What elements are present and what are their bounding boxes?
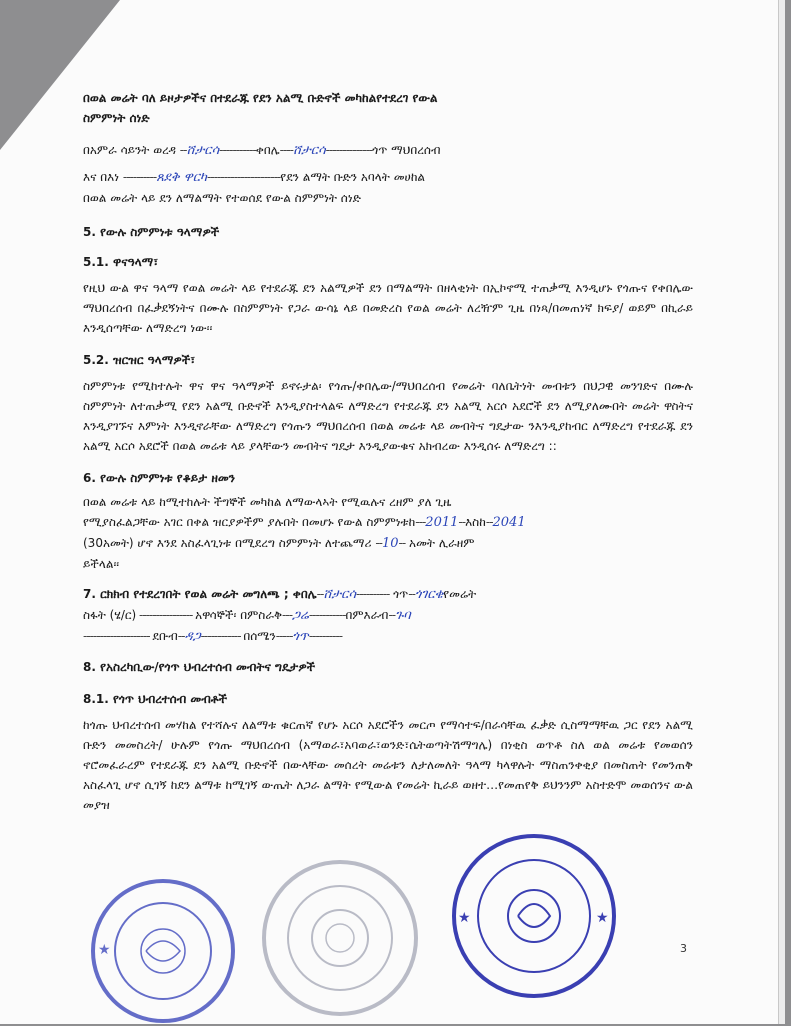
handwritten-woreda: ሸታርሳ bbox=[186, 143, 220, 158]
section6-line4: ይችላል፡፡ bbox=[83, 557, 120, 571]
handwritten-end-year: 2041 bbox=[492, 515, 526, 530]
section6-line2: የሚያስፈልጋቸው አገር በቀል ዝርያዎችም ያሉበት በመሆኑ የውል ስምምነቱከ---2011--እስከ--2041 bbox=[83, 515, 526, 530]
section6-line1: በወል መሬቱ ላይ ከሚተከሉት ችግኞች መካከል ለማውላኣት የሚዉሉና ረዘም ያለ ጊዜ bbox=[83, 495, 452, 509]
section6-line3: (30አመት) ሆኖ እንደ አስፈላጊነቱ በሚደረግ ስምምነት ለተጨማሪ --10-- አመት ሊራዘም bbox=[83, 536, 475, 551]
parties-group-label: እና በእነ bbox=[83, 170, 120, 184]
section7-heading: 7. ርክክብ የተደረገበት የወል መሬት መግለጫ ; ቀበሌ bbox=[83, 587, 317, 601]
handwritten-south-boundary: ዳጋ bbox=[184, 629, 201, 644]
page-edge bbox=[778, 0, 785, 1024]
section7-south-label: ደቡብ bbox=[152, 629, 178, 643]
section5-2-text: ስምምነቱ የሚከተሉት ዋና ዋና ዓላማዎች ይኖሩታል፡ የጎጡ/ቀበሌው/ማህበረሰብ የመሬት ባለቤትነት መብቱን በህጋዊ መንገድና በሙሉ ስምምነት ለተጠቃሚ የደን አልሚ ቡድኖች እንዲያስተላልፍ ለማድረግ የተደራጁ ደን አልሚ አርሶ አደሮች ደን ለሚያለሙበት መሬት ዋስትና እንዲያገኙና እምነት እንዲኖራቸው ለማድረግ የጎጡን ማህበረሰብ በወል መሬቱ ላይ መብትና ግዴታው ንእንዲያከብር ለማድረግ የተደራጁ ደን አልሚ አርሶ አደሮች በወል መሬቱ ላይ ያላቸውን መብትና ግዴታ እንዲያውቁና አክብረው እንዲሰሩ ለማድረግ :: bbox=[83, 379, 693, 453]
section5-heading: 5. የውሉ ስምምነቱ ዓላማዎች bbox=[83, 225, 220, 239]
section6-until-label: እስከ bbox=[465, 515, 486, 529]
parties-goth-label: ጎጥ ማህበረሰብ bbox=[372, 143, 441, 157]
parties-line1: በአምራ ሳይንት ወረዳ --ሸታርሳ-----------ቀበሌ----ሸታርሳ--------------ጎጥ ማህበረሰብ bbox=[83, 143, 441, 158]
section7-west-label: በምእራብ bbox=[345, 608, 389, 622]
section7-line2: ስፋት (ሄ/ር) ---------------- አዋሳኞች፡ በምስራቅ---ጋሬ-----------በምእራብ--ጉባ bbox=[83, 608, 411, 623]
handwritten-group-name: ጸደቅ ዋርካ bbox=[156, 170, 207, 185]
handwritten-east-boundary: ጋሬ bbox=[292, 608, 309, 623]
stamp-left bbox=[88, 876, 238, 1026]
page-number: 3 bbox=[680, 942, 687, 955]
section7-area-label: ስፋት (ሄ/ር) bbox=[83, 608, 137, 622]
parties-kebele-label: ቀበሌ bbox=[255, 143, 280, 157]
section8-heading: 8. የአስረካቢው/የጎጥ ህብረተሰብ መብትና ግዴታዎች bbox=[83, 660, 316, 674]
section5-1-heading: 5.1. ዋናዓላማ፣ bbox=[83, 255, 159, 269]
handwritten-section7-kebele: ሸታርሳ bbox=[323, 587, 356, 602]
section8-1-heading: 8.1. የጎጥ ህብረተሰብ መብቶች bbox=[83, 692, 228, 706]
document-title-line1: በወል መሬት ባለ ይዞታዎችና በተደራጁ የደን አልሚ ቡድኖች መካከልየተደረገ የውል bbox=[83, 91, 438, 105]
parties-line2: እና በእነ ----------ጸደቅ ዋርካ----------------------የደን ልማት ቡድን አባላት መሀከል bbox=[83, 170, 426, 185]
section6-line3-text: (30አመት) ሆኖ እንደ አስፈላጊነቱ በሚደረግ ስምምነት ለተጨማሪ bbox=[83, 536, 372, 550]
section7-line1: 7. ርክክብ የተደረገበት የወል መሬት መግለጫ ; ቀበሌ--ሸታርሳ---------- ጎጥ--ጎገርቄየመሬት bbox=[83, 587, 477, 602]
parties-line3: በወል መሬት ላይ ደን ለማልማት የተወሰደ የውል ስምምነት ሰነድ bbox=[83, 191, 361, 205]
handwritten-section7-goth: ጎገርቄ bbox=[414, 587, 444, 602]
handwritten-extension-years: 10 bbox=[382, 536, 399, 551]
handwritten-west-boundary: ጉባ bbox=[395, 608, 411, 623]
parties-woreda-label: በአምራ ሳይንት ወረዳ bbox=[83, 143, 176, 157]
section7-line3: -------------------- ደቡብ--ዳጋ------------ በሰሜን-----ጎጥ---------- bbox=[83, 629, 343, 644]
section7-goth-label: ጎጥ bbox=[393, 587, 409, 601]
handwritten-north-boundary: ጎጥ bbox=[292, 629, 309, 644]
svg-text:★: ★ bbox=[458, 910, 471, 926]
section6-line2-text: የሚያስፈልጋቸው አገር በቀል ዝርያዎችም ያሉበት በመሆኑ የውል ስምምነቱከ bbox=[83, 515, 416, 529]
section6-line3-suffix: አመት ሊራዘም bbox=[409, 536, 475, 550]
parties-group-suffix: የደን ልማት ቡድን አባላት መሀከል bbox=[280, 170, 426, 184]
section7-neighbors-label: አዋሳኞች bbox=[195, 608, 234, 622]
svg-text:★: ★ bbox=[596, 910, 609, 926]
section5-2-heading: 5.2. ዝርዝር ዓላማዎች፣ bbox=[83, 353, 196, 367]
section5-1-text: የዚህ ውል ዋና ዓላማ የወል መሬት ላይ የተደራጁ ደን አልሚዎች ደን በማልማት በዘላቂነት በኢኮኖሚ ተጠቃሚ እንዲሆኑ የጎጡና የቀበሌው ማህበረሰብ በፈቃደኝነትና በሙሉ በስምምነት የጋራ ውሳኔ ላይ በመድረስ የወል መሬት ለረዥም ጊዜ በነጻ/በመጠነኛ ክፍያ/ ወይም በኪራይ እንዲሰጣቸው ለማድረግ ነው፡፡ bbox=[83, 281, 693, 335]
svg-text:★: ★ bbox=[98, 942, 111, 958]
handwritten-kebele: ሸታርሳ bbox=[292, 143, 326, 158]
document-title-line2: ስምምነት ሰነድ bbox=[83, 111, 150, 125]
section8-1-text: ከጎጡ ህብረተሰብ መሃከል የተሻሉና ለልማቱ ቁርጠኛ የሆኑ አርሶ አደሮችን መርጦ የማሳተፍ/በራሳቸዉ ፈቃድ ሲስማማቸዉ ጋር የደን አልሚ ቡድን መመስረት/ ሁሉም የጎጡ ማህበረሰብ (አማወራ፣አባወራ፣ወንድ፣ሴትወጣትሽማግሌ) በነቂስ ወጥቶ ስለ ወል መሬቱ የመወሰን ኖሮመፈራረም የተደራጁ ደን አልሚ ቡድኖች በውላቸው መሰረት መሬቱን ለታለመለት ዓላማ ካላዋሉት ማስጠንቀቂያ በመስጠት የመንጠቅ አስፈላጊ ሆኖ ሲገኝ ከደን ልማቱ ከሚገኝ ውጤት ለጋራ ልማት የሚውል የመሬት ኪራይ ወዘተ…የመጠየቅ ይህንንም አስተድሞ መወሰንና ውል መያዝ bbox=[83, 718, 693, 812]
document-body bbox=[83, 88, 693, 815]
section7-east-label: በምስራቅ bbox=[240, 608, 283, 622]
stamp-middle bbox=[258, 856, 423, 1021]
section7-land-label: የመሬት bbox=[443, 587, 477, 601]
section6-heading: 6. የውሉ ስምምነቱ የቆይታ ዘመን bbox=[83, 471, 235, 485]
stamp-right bbox=[448, 830, 620, 1002]
handwritten-start-year: 2011 bbox=[425, 515, 459, 530]
section7-north-label: በሰሜን bbox=[243, 629, 276, 643]
